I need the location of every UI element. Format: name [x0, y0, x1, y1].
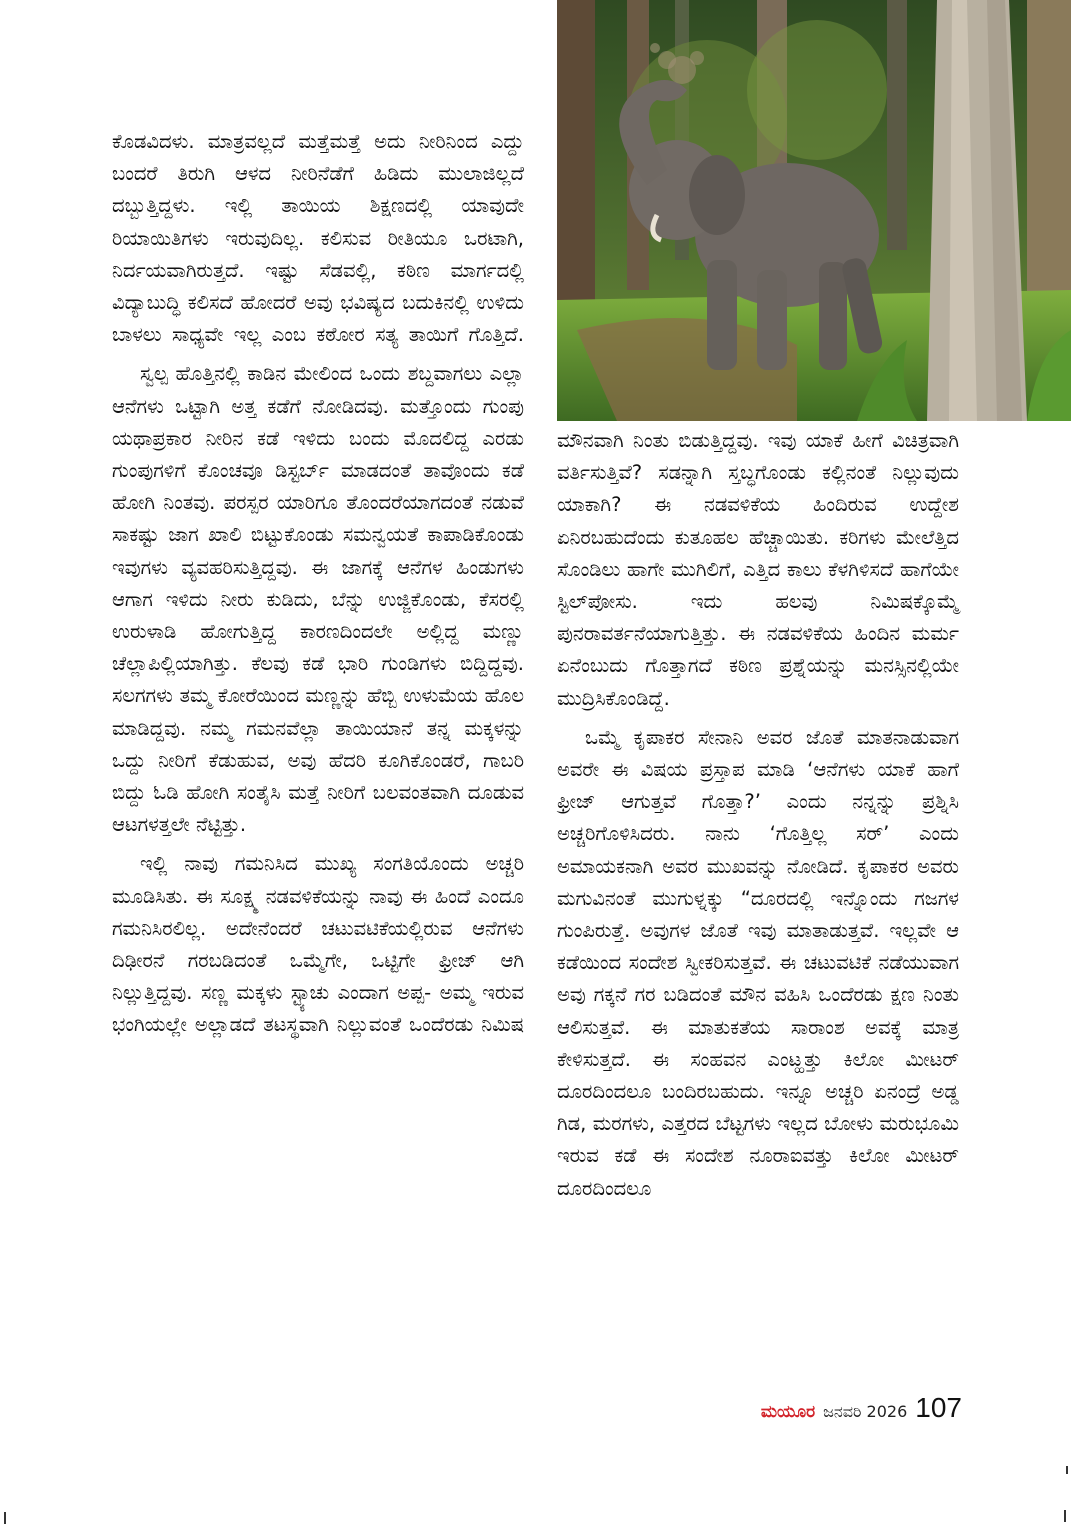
article-paragraph: ಮೌನವಾಗಿ ನಿಂತು ಬಿಡುತ್ತಿದ್ದವು. ಇವು ಯಾಕೆ ಹೀಗೆ ವಿಚಿತ್ರವಾಗಿ ವರ್ತಿಸುತ್ತಿವೆ? ಸಡನ್ನಾಗಿ ಸ್ತಬ್ಧಗೊಂಡು ಕಲ್ಲಿನಂತೆ ನಿಲ್ಲುವುದು ಯಾಕಾಗಿ? ಈ ನಡವಳಿಕೆಯ ಹಿಂದಿರುವ ಉದ್ದೇಶ ಏನಿರಬಹುದೆಂದು ಕುತೂಹಲ ಹೆಚ್ಚಾಯಿತು. ಕರಿಗಳು ಮೇಲೆತ್ತಿದ ಸೊಂಡಿಲು ಹಾಗೇ ಮುಗಿಲಿಗೆ, ಎತ್ತಿದ ಕಾಲು ಕೆಳಗಿಳಿಸದೆ ಹಾಗೆಯೇ ಸ್ಟಿಲ್‌ಪೋಸು. ಇದು ಹಲವು ನಿಮಿಷಕ್ಕೊಮ್ಮೆ ಪುನರಾವರ್ತನೆಯಾಗುತ್ತಿತ್ತು. ಈ ನಡವಳಿಕೆಯ ಹಿಂದಿನ ಮರ್ಮ ಏನೆಂಬುದು ಗೊತ್ತಾಗದೆ ಕಠಿಣ ಪ್ರಶ್ನೆಯನ್ನು ಮನಸ್ಸಿನಲ್ಲಿಯೇ ಮುದ್ರಿಸಿಕೊಂಡಿದ್ದೆ.: [557, 429, 959, 710]
issue-date: ಜನವರಿ 2026: [823, 1402, 908, 1421]
article-left-column: [112, 126, 524, 1049]
page-footer: [720, 1392, 962, 1432]
elephant-photo: [557, 0, 1071, 421]
crop-mark: [4, 1512, 6, 1524]
article-paragraph: ಇಲ್ಲಿ ನಾವು ಗಮನಿಸಿದ ಮುಖ್ಯ ಸಂಗತಿಯೊಂದು ಅಚ್ಚರಿ ಮೂಡಿಸಿತು. ಈ ಸೂಕ್ಷ್ಮ ನಡವಳಿಕೆಯನ್ನು ನಾವು ಈ ಹಿಂದೆ ಎಂದೂ ಗಮನಿಸಿರಲಿಲ್ಲ. ಅದೇನೆಂದರೆ ಚಟುವಟಿಕೆಯಲ್ಲಿರುವ ಆನೆಗಳು ದಿಢೀರನೆ ಗರಬಡಿದಂತೆ ಒಮ್ಮೆಗೇ, ಒಟ್ಟಿಗೇ ಫ್ರೀಜ್ ಆಗಿ ನಿಲ್ಲುತ್ತಿದ್ದವು. ಸಣ್ಣ ಮಕ್ಕಳು ಸ್ಟ್ಯಾಚು ಎಂದಾಗ ಅಪ್ಪ- ಅಮ್ಮ ಇರುವ ಭಂಗಿಯಲ್ಲೇ ಅಲ್ಲಾಡದೆ ತಟಸ್ಥವಾಗಿ ನಿಲ್ಲುವಂತೆ ಒಂದೆರಡು ನಿಮಿಷ: [112, 852, 524, 1037]
magazine-brand: ಮಯೂರ: [760, 1402, 816, 1422]
article-paragraph: ಸ್ವಲ್ಪ ಹೊತ್ತಿನಲ್ಲಿ ಕಾಡಿನ ಮೇಲಿಂದ ಒಂದು ಶಬ್ದವಾಗಲು ಎಲ್ಲಾ ಆನೆಗಳು ಒಟ್ಟಾಗಿ ಅತ್ತ ಕಡೆಗೆ ನೋಡಿದವು. ಮತ್ತೊಂದು ಗುಂಪು ಯಥಾಪ್ರಕಾರ ನೀರಿನ ಕಡೆ ಇಳಿದು ಬಂದು ಮೊದಲಿದ್ದ ಎರಡು ಗುಂಪುಗಳಿಗೆ ಕೊಂಚವೂ ಡಿಸ್ಟರ್ಬ್ ಮಾಡದಂತೆ ತಾವೊಂದು ಕಡೆ ಹೋಗಿ ನಿಂತವು. ಪರಸ್ಪರ ಯಾರಿಗೂ ತೊಂದರೆಯಾಗದಂತೆ ನಡುವೆ ಸಾಕಷ್ಟು ಜಾಗ ಖಾಲಿ ಬಿಟ್ಟುಕೊಂಡು ಸಮನ್ವಯತೆ ಕಾಪಾಡಿಕೊಂಡು ಇವುಗಳು ವ್ಯವಹರಿಸುತ್ತಿದ್ದವು. ಈ ಜಾಗಕ್ಕೆ ಆನೆಗಳ ಹಿಂಡುಗಳು ಆಗಾಗ ಇಳಿದು ನೀರು ಕುಡಿದು, ಬೆನ್ನು ಉಜ್ಜಿಕೊಂಡು, ಕೆಸರಲ್ಲಿ ಉರುಳಾಡಿ ಹೋಗುತ್ತಿದ್ದ ಕಾರಣದಿಂದಲೇ ಅಲ್ಲಿದ್ದ ಮಣ್ಣು ಚೆಲ್ಲಾಪಿಲ್ಲಿಯಾಗಿತ್ತು. ಕೆಲವು ಕಡೆ ಭಾರಿ ಗುಂಡಿಗಳು ಬಿದ್ದಿದ್ದವು. ಸಲಗಗಳು ತಮ್ಮ ಕೋರೆಯಿಂದ ಮಣ್ಣನ್ನು ಹೆಬ್ಬಿ ಉಳುಮೆಯ ಹೊಲ ಮಾಡಿದ್ದವು. ನಮ್ಮ ಗಮನವೆಲ್ಲಾ ತಾಯಿಯಾನೆ ತನ್ನ ಮಕ್ಕಳನ್ನು ಒದ್ದು ನೀರಿಗೆ ಕೆಡುಹುವ, ಅವು ಹೆದರಿ ಕೂಗಿಕೊಂಡರೆ, ಗಾಬರಿ ಬಿದ್ದು ಓಡಿ ಹೋಗಿ ಸಂತೈಸಿ ಮತ್ತೆ ನೀರಿಗೆ ಬಲವಂತವಾಗಿ ದೂಡುವ ಆಟಗಳತ್ತಲೇ ನೆಟ್ಟಿತ್ತು.: [112, 362, 524, 837]
crop-mark: [1064, 1510, 1066, 1522]
article-right-column: [557, 425, 959, 1212]
article-paragraph: ಕೊಡವಿದಳು. ಮಾತ್ರವಲ್ಲದೆ ಮತ್ತೆಮತ್ತೆ ಅದು ನೀರಿನಿಂದ ಎದ್ದು ಬಂದರೆ ತಿರುಗಿ ಆಳದ ನೀರಿನೆಡೆಗೆ ಹಿಡಿದು ಮುಲಾಜಿಲ್ಲದೆ ದಬ್ಬುತ್ತಿದ್ದಳು. ಇಲ್ಲಿ ತಾಯಿಯ ಶಿಕ್ಷಣದಲ್ಲಿ ಯಾವುದೇ ರಿಯಾಯಿತಿಗಳು ಇರುವುದಿಲ್ಲ. ಕಲಿಸುವ ರೀತಿಯೂ ಒರಟಾಗಿ, ನಿರ್ದಯವಾಗಿರುತ್ತದೆ. ಇಷ್ಟು ಸೆಡವಲ್ಲಿ, ಕಠಿಣ ಮಾರ್ಗದಲ್ಲಿ ವಿದ್ಯಾಬುದ್ಧಿ ಕಲಿಸದೆ ಹೋದರೆ ಅವು ಭವಿಷ್ಯದ ಬದುಕಿನಲ್ಲಿ ಉಳಿದು ಬಾಳಲು ಸಾಧ್ಯವೇ ಇಲ್ಲ ಎಂಬ ಕಠೋರ ಸತ್ಯ ತಾಯಿಗೆ ಗೊತ್ತಿದೆ.: [112, 130, 524, 347]
page-number: 107: [915, 1392, 962, 1423]
crop-mark: [1066, 1466, 1068, 1474]
article-paragraph: ಒಮ್ಮೆ ಕೃಪಾಕರ ಸೇನಾನಿ ಅವರ ಜೊತೆ ಮಾತನಾಡುವಾಗ ಅವರೇ ಈ ವಿಷಯ ಪ್ರಸ್ತಾಪ ಮಾಡಿ ‘ಆನೆಗಳು ಯಾಕೆ ಹಾಗೆ ಫ್ರೀಜ್ ಆಗುತ್ತವೆ ಗೊತ್ತಾ?’ ಎಂದು ನನ್ನನ್ನು ಪ್ರಶ್ನಿಸಿ ಅಚ್ಚರಿಗೊಳಿಸಿದರು. ನಾನು ‘ಗೊತ್ತಿಲ್ಲ ಸರ್’ ಎಂದು ಅಮಾಯಕನಾಗಿ ಅವರ ಮುಖವನ್ನು ನೋಡಿದೆ. ಕೃಪಾಕರ ಅವರು ಮಗುವಿನಂತೆ ಮುಗುಳ್ನಕ್ಕು “ದೂರದಲ್ಲಿ ಇನ್ನೊಂದು ಗಜಗಳ ಗುಂಪಿರುತ್ತೆ. ಅವುಗಳ ಜೊತೆ ಇವು ಮಾತಾಡುತ್ತವೆ. ಇಲ್ಲವೇ ಆ ಕಡೆಯಿಂದ ಸಂದೇಶ ಸ್ವೀಕರಿಸುತ್ತವೆ. ಈ ಚಟುವಟಿಕೆ ನಡೆಯುವಾಗ ಅವು ಗಕ್ಕನೆ ಗರ ಬಡಿದಂತೆ ಮೌನ ವಹಿಸಿ ಒಂದೆರಡು ಕ್ಷಣ ನಿಂತು ಆಲಿಸುತ್ತವೆ. ಈ ಮಾತುಕತೆಯ ಸಾರಾಂಶ ಅವಕ್ಕೆ ಮಾತ್ರ ಕೇಳಿಸುತ್ತದೆ. ಈ ಸಂಹವನ ಎಂಟ್ಹತ್ತು ಕಿಲೋ ಮೀಟರ್ ದೂರದಿಂದಲೂ ಬಂದಿರಬಹುದು. ಇನ್ನೂ ಅಚ್ಚರಿ ಏನಂದ್ರೆ ಅಡ್ಡ ಗಿಡ, ಮರಗಳು, ಎತ್ತರದ ಬೆಟ್ಟಗಳು ಇಲ್ಲದ ಬೋಳು ಮರುಭೂಮಿ ಇರುವ ಕಡೆ ಈ ಸಂದೇಶ ನೂರಾಐವತ್ತು ಕಿಲೋ ಮೀಟರ್ ದೂರದಿಂದಲೂ: [557, 725, 959, 1200]
